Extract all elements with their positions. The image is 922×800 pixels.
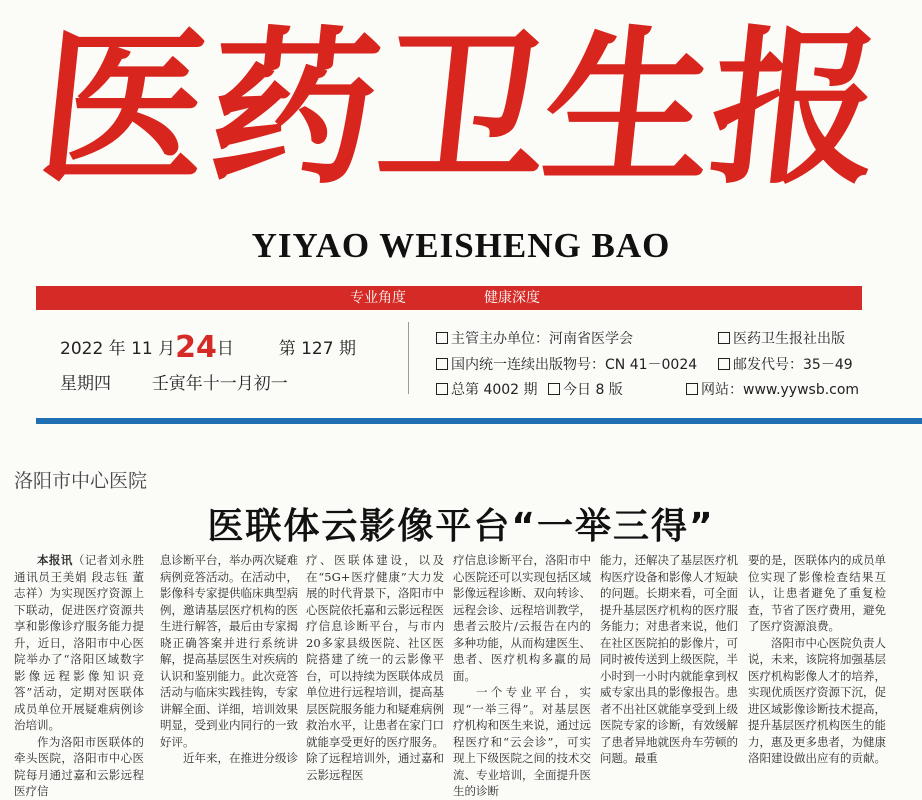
article-column-4 bbox=[453, 552, 591, 798]
weekday: 星期四 bbox=[60, 374, 111, 394]
section-rule bbox=[36, 418, 922, 424]
masthead-pinyin: YIYAO WEISHENG BAO bbox=[251, 226, 671, 265]
article-text: 疗信息诊断平台，洛阳市中心医院还可以实现包括区域影像远程诊断、双向转诊、远程会诊、远程培训教学，患者云胶片/云报告在内的多种功能，从而构建医生、患者、医疗机构多赢的局面。 bbox=[453, 553, 591, 683]
article-text: 作为洛阳市医联体的牵头医院，洛阳市中心医院每月通过嘉和云影远程医疗信 bbox=[14, 734, 144, 798]
checkbox-icon bbox=[436, 332, 448, 344]
info-publisher-text: 医药卫生报社出版 bbox=[733, 331, 845, 347]
date-month: 11 月 bbox=[131, 339, 176, 359]
article-headline: 医联体云影像平台“一举三得” bbox=[207, 506, 715, 547]
masthead-char-2: 药 bbox=[199, 9, 389, 207]
info-pages bbox=[548, 379, 623, 399]
checkbox-icon bbox=[718, 358, 730, 370]
checkbox-icon bbox=[686, 383, 698, 395]
info-total-text: 总第 4002 期 bbox=[451, 382, 538, 398]
info-cn-text: 国内统一连续出版物号：CN 41－0024 bbox=[451, 357, 698, 373]
weekday-row bbox=[60, 369, 356, 394]
masthead-char-4: 生 bbox=[534, 9, 724, 207]
info-postal-text: 邮发代号：35－49 bbox=[733, 357, 853, 373]
checkbox-icon bbox=[718, 332, 730, 344]
article-column-1 bbox=[14, 552, 144, 798]
info-website bbox=[686, 379, 859, 399]
article-text: 洛阳市中心医院负责人说，未来，该院将加强基层医疗机构影像人才的培养，实现优质医疗资源下沉，促进区域影像诊断技术提高，提升基层医疗机构医生的能力，惠及更多患者，为健康洛阳建设做出应有的贡献。 bbox=[748, 635, 886, 765]
slogan-left: 专业角度 bbox=[350, 290, 406, 306]
article-text: （记者刘永胜 通讯员王美娟 段志钰 董志祥）为实现医疗资源上下联动，促进医疗资源共享和影像诊疗服务能力提升，近日，洛阳市中心医院举办了“洛阳区域数字影像远程影像知识竞答”活动，定期对医联体成员单位开展疑难病例诊治培训。 bbox=[14, 553, 144, 732]
article-text: 息诊断平台，举办两次疑难病例竞答活动。在活动中，影像科专家提供临床典型病例，邀请基层医疗机构的医生进行解答，最后由专家揭晓正确答案并进行系统讲解，提高基层医生对疾病的认识和鉴别能力。此次竞答活动与临床实践挂钩，专家讲解全面、详细，培训效果明显，受到业内同行的一致好评。 bbox=[160, 553, 298, 749]
slogan-bar bbox=[36, 286, 862, 310]
article-column-6 bbox=[748, 552, 886, 765]
article-text: 疗、医联体建设，以及在“5G+医疗健康”大力发展的时代背景下，洛阳市中心医院依托嘉和云影远程医疗信息诊断平台，与市内20多家县级医院、社区医院搭建了统一的云影像平台，可以持续为医联体成员单位进行远程培训，提高基层医院服务能力和疑难病例救治水平，让患者在家门口就能享受更好的医疗服务。除了远程培训外，通过嘉和云影远程医 bbox=[306, 553, 444, 782]
info-postal bbox=[718, 354, 853, 374]
masthead-char-1: 医 bbox=[29, 9, 219, 207]
info-sponsor-text: 主管主办单位：河南省医学会 bbox=[451, 331, 633, 347]
date-day-suffix: 日 bbox=[216, 339, 234, 359]
slogan-right: 健康深度 bbox=[484, 290, 540, 306]
info-sponsor bbox=[436, 328, 633, 348]
divider bbox=[408, 322, 409, 394]
date-day: 24 bbox=[175, 330, 217, 365]
article-column-2 bbox=[160, 552, 298, 765]
info-publisher bbox=[718, 328, 845, 348]
article-section-label: 洛阳市中心医院 bbox=[14, 470, 148, 492]
issue-number: 第 127 期 bbox=[278, 339, 356, 359]
checkbox-icon bbox=[436, 358, 448, 370]
masthead-char-3: 卫 bbox=[369, 9, 559, 207]
info-cn bbox=[436, 354, 697, 374]
dateline bbox=[60, 330, 356, 394]
info-total bbox=[436, 379, 538, 399]
article-column-5 bbox=[600, 552, 738, 765]
lunar-date: 壬寅年十一月初一 bbox=[151, 374, 288, 394]
article-text: 近年来，在推进分级诊 bbox=[183, 751, 298, 765]
article-text: 要的是，医联体内的成员单位实现了影像检查结果互认，让患者避免了重复检查，节省了医疗费用，避免了医疗资源浪费。 bbox=[748, 553, 886, 633]
info-pages-text: 今日 8 版 bbox=[563, 382, 623, 398]
date-row bbox=[60, 330, 356, 365]
masthead-title bbox=[29, 8, 891, 230]
info-website-text: 网站：www.yywsb.com bbox=[701, 382, 860, 398]
article-text: 能力，还解决了基层医疗机构医疗设备和影像人才短缺的问题。长期来看，可全面提升基层医疗机构的医疗服务能力；对患者来说，他们在社区医院拍的影像片，可同时被传送到上级医院，半小时到一小时内就能拿到权威专家出具的影像报告。患者不出社区就能享受到上级医院专家的诊断，有效缓解了患者异地就医舟车劳顿的问题。最重 bbox=[600, 553, 738, 765]
checkbox-icon bbox=[436, 383, 448, 395]
masthead-char-5: 报 bbox=[701, 9, 891, 207]
checkbox-icon bbox=[548, 383, 560, 395]
article-lead: 本报讯 bbox=[37, 553, 73, 567]
date-year: 2022 年 bbox=[60, 339, 126, 359]
article-column-3 bbox=[306, 552, 444, 782]
article-text: 一个专业平台，实现“一举三得”。对基层医疗机构和医生来说，通过远程医疗和“云会诊”，可实现上下级医院之间的技术交流、专业培训，全面提升医生的诊断 bbox=[453, 685, 591, 798]
